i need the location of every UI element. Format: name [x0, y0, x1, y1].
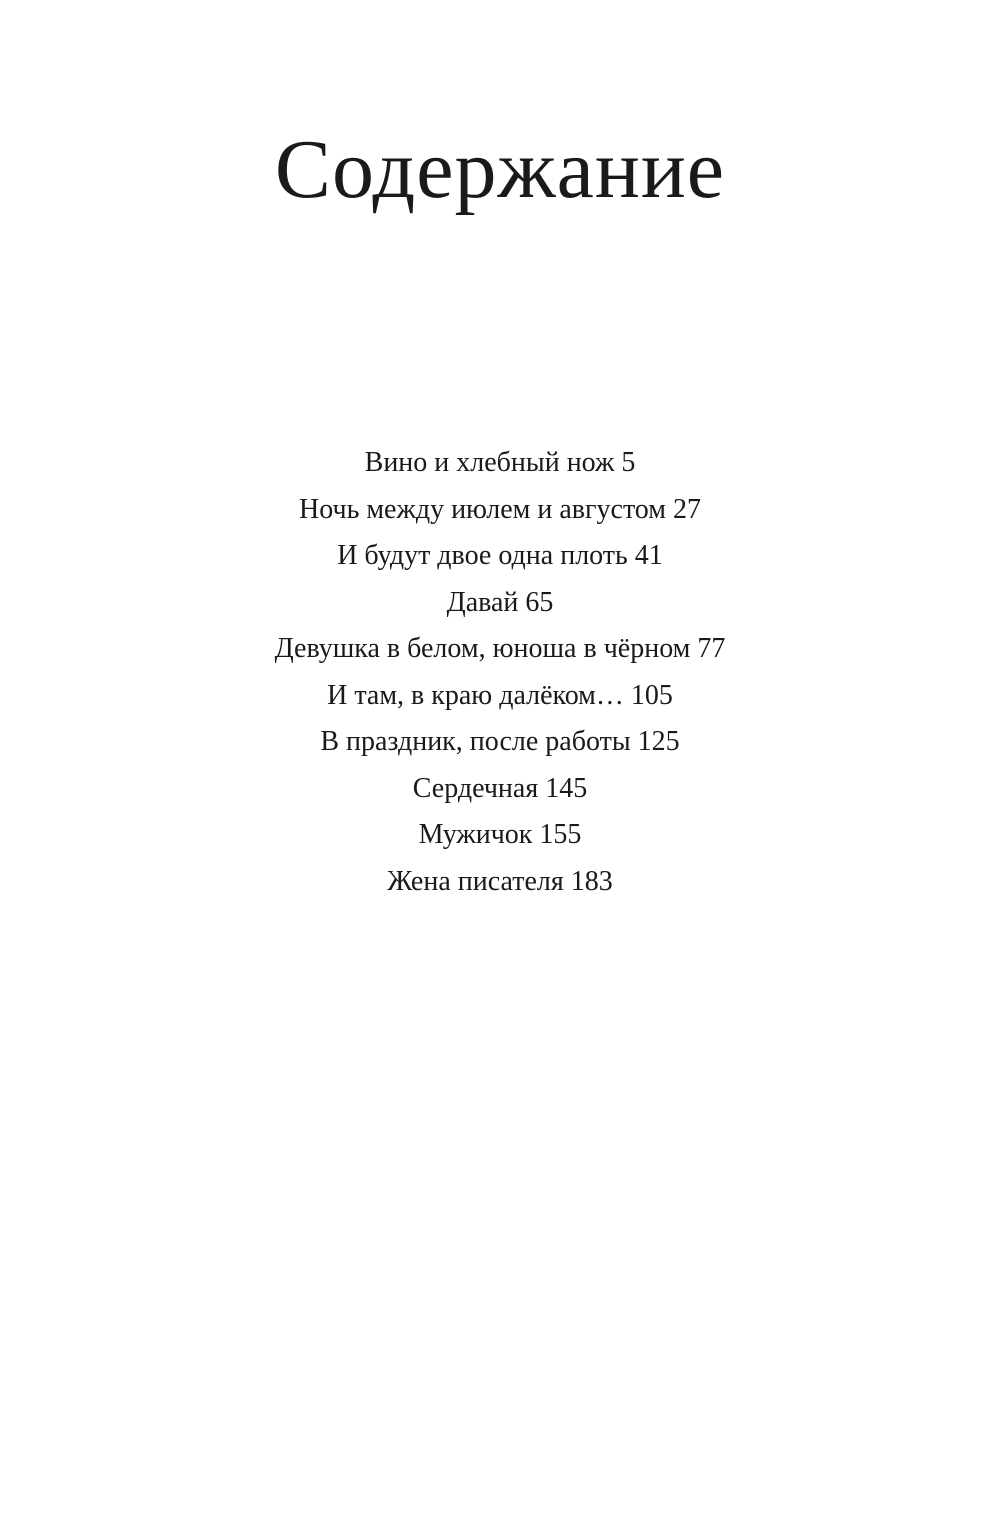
toc-entry — [0, 487, 1000, 534]
toc-entry-title: Сердечная — [412, 772, 539, 804]
toc-entry — [0, 533, 1000, 580]
toc-entry-page: 77 — [697, 633, 726, 664]
toc-entry — [0, 766, 1000, 813]
table-of-contents — [0, 440, 1000, 905]
toc-entry — [0, 580, 1000, 627]
toc-entry-title: И там, в краю далёком… — [327, 679, 624, 711]
toc-entry-title: Мужичок — [418, 819, 533, 850]
toc-entry-title: Вино и хлебный нож — [364, 447, 615, 478]
toc-entry-title: Жена писателя — [387, 865, 564, 897]
toc-entry-title: В праздник, после работы — [320, 726, 631, 757]
toc-entry — [0, 440, 1000, 487]
toc-entry-page: 41 — [634, 540, 663, 571]
toc-entry — [0, 626, 1000, 673]
toc-entry — [0, 812, 1000, 859]
toc-entry-title: И будут двое одна плоть — [337, 540, 628, 571]
toc-entry-page: 183 — [570, 865, 613, 897]
toc-entry-page: 125 — [637, 726, 680, 757]
toc-entry-page: 65 — [525, 586, 554, 618]
toc-entry-page: 105 — [630, 679, 673, 711]
toc-entry-title: Давай — [446, 586, 519, 618]
toc-entry-page: 5 — [621, 447, 636, 478]
toc-entry — [0, 719, 1000, 766]
toc-entry-page: 155 — [539, 819, 582, 850]
toc-entry — [0, 859, 1000, 906]
toc-entry-page: 27 — [673, 493, 701, 525]
toc-entry-page: 145 — [545, 772, 588, 804]
toc-entry — [0, 673, 1000, 720]
toc-entry-title: Девушка в белом, юноша в чёрном — [274, 633, 691, 664]
page-title: Содержание — [274, 123, 726, 216]
toc-entry-title: Ночь между июлем и августом — [298, 493, 666, 525]
